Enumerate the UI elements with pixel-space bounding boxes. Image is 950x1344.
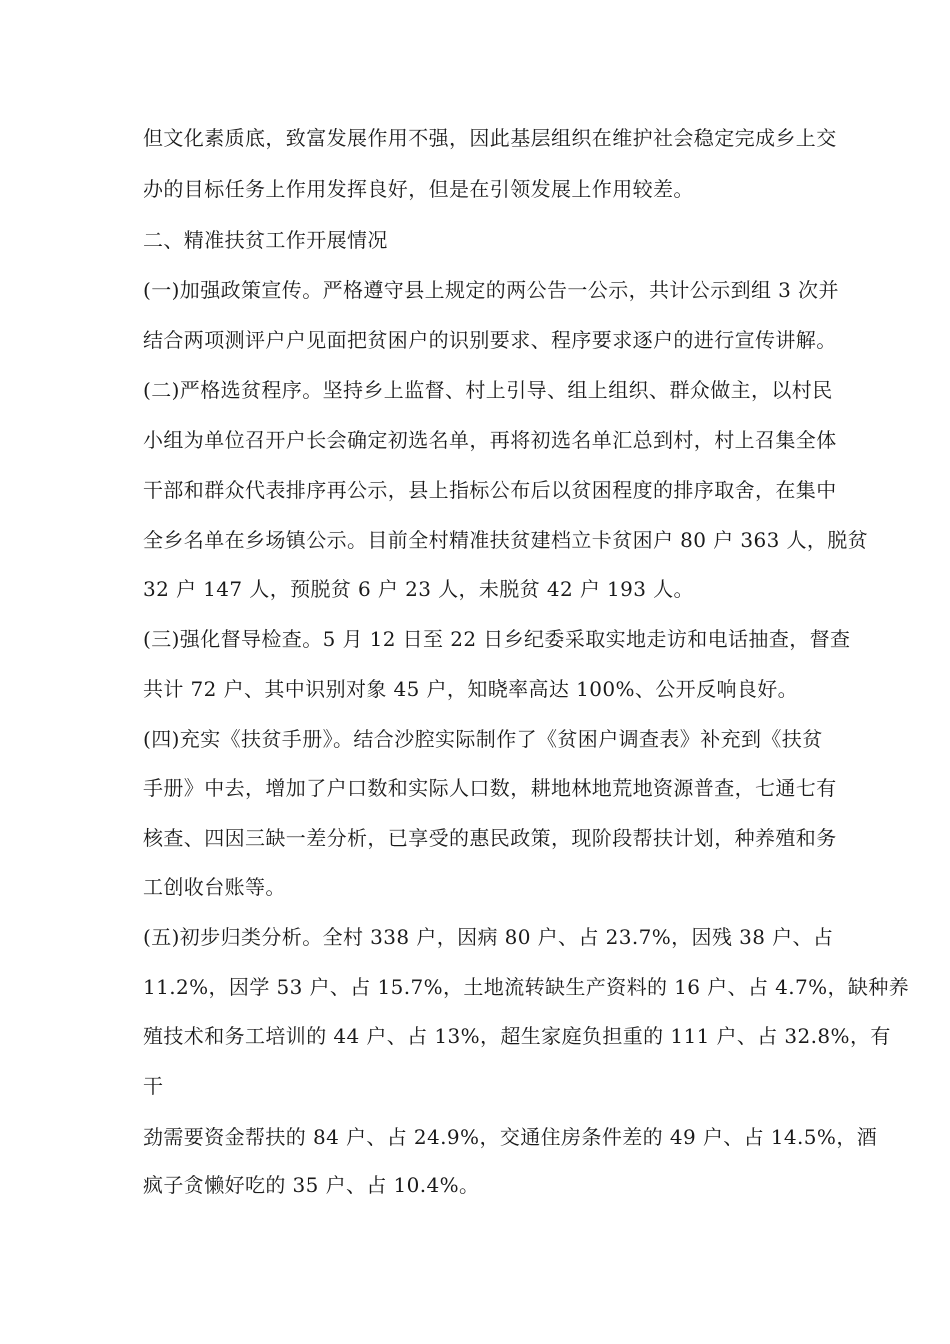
text-line: (五)初步归类分析。全村 338 户，因病 80 户、占 23.7%，因残 38 户、占 [143, 925, 834, 949]
text-line: 全乡名单在乡场镇公示。目前全村精准扶贫建档立卡贫困户 80 户 363 人，脱贫 [143, 528, 869, 552]
text-line: (一)加强政策宣传。严格遵守县上规定的两公告一公示，共计公示到组 3 次并 [143, 278, 839, 302]
text-line: (二)严格选贫程序。坚持乡上监督、村上引导、组上组织、群众做主，以村民 [143, 378, 833, 402]
text-line: 劲需要资金帮扶的 84 户、占 24.9%，交通住房条件差的 49 户、占 14.5%，酒 [143, 1125, 878, 1149]
text-line: 但文化素质底，致富发展作用不强，因此基层组织在维护社会稳定完成乡上交 [143, 126, 837, 150]
text-line: 核查、四因三缺一差分析，已享受的惠民政策，现阶段帮扶计划，种养殖和务 [143, 826, 837, 850]
text-line: 疯子贪懒好吃的 35 户、占 10.4%。 [143, 1173, 480, 1197]
text-line: 共计 72 户、其中识别对象 45 户，知晓率高达 100%、公开反响良好。 [143, 677, 799, 701]
text-line: 干 [143, 1074, 164, 1098]
text-line: 干部和群众代表排序再公示，县上指标公布后以贫困程度的排序取舍，在集中 [143, 478, 837, 502]
text-line: 11.2%，因学 53 户、占 15.7%，土地流转缺生产资料的 16 户、占 4.7%，缺种养 [143, 975, 910, 999]
text-line: 办的目标任务上作用发挥良好，但是在引领发展上作用较差。 [143, 177, 694, 201]
text-line: (三)强化督导检查。5 月 12 日至 22 日乡纪委采取实地走访和电话抽查，督查 [143, 627, 851, 651]
section-heading: 二、精准扶贫工作开展情况 [143, 228, 388, 252]
text-line: 小组为单位召开户长会确定初选名单，再将初选名单汇总到村，村上召集全体 [143, 428, 837, 452]
text-line: (四)充实《扶贫手册》。结合沙腔实际制作了《贫困户调查表》补充到《扶贫 [143, 727, 823, 751]
text-line: 工创收台账等。 [143, 875, 286, 899]
text-line: 32 户 147 人，预脱贫 6 户 23 人，未脱贫 42 户 193 人。 [143, 577, 694, 601]
text-line: 殖技术和务工培训的 44 户、占 13%，超生家庭负担重的 111 户、占 32.8%，有 [143, 1024, 891, 1048]
text-line: 结合两项测评户户见面把贫困户的识别要求、程序要求逐户的进行宣传讲解。 [143, 328, 837, 352]
text-line: 手册》中去，增加了户口数和实际人口数，耕地林地荒地资源普查，七通七有 [143, 776, 837, 800]
